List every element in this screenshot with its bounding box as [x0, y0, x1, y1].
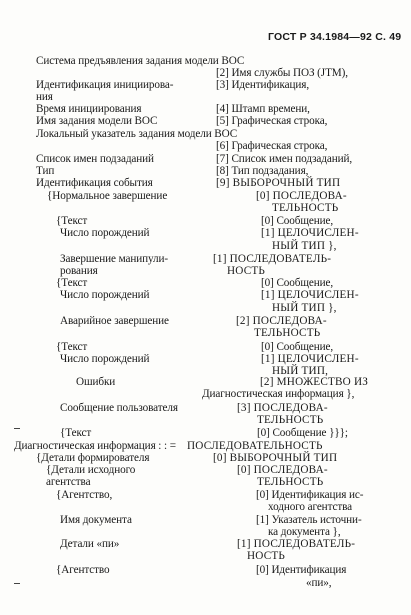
line-13-left: Число порождений [60, 227, 150, 239]
line-4-left: Имя задания модели ВОС [36, 115, 158, 127]
line-10-right: [0] ПОСЛЕДОВА- [256, 190, 347, 202]
line-7-right: [7] Список имен подзаданий, [216, 153, 353, 165]
line-34-left: {Агентство, [56, 489, 113, 501]
page-header: ГОСТ Р 34.1984—92 С. 49 [268, 31, 402, 43]
line-5-left: Локальный указатель задания модели ВОС [36, 128, 238, 140]
line-4-right: [5] Графическая строка, [216, 115, 328, 127]
line-41-right: «пи», [306, 577, 332, 589]
line-25-left: Ошибки [76, 376, 116, 388]
line-18-left: Число порождений [60, 289, 150, 301]
line-25-right: [2] МНОЖЕСТВО ИЗ [260, 376, 369, 388]
line-12-right: [0] Сообщение, [261, 215, 334, 227]
line-15-right: [1] ПОСЛЕДОВАТЕЛЬ- [213, 253, 332, 265]
line-15-left: Завершение манипули- [60, 253, 168, 265]
line-36-right: [1] Указатель источни- [256, 514, 362, 526]
line-40-right: [0] Идентификация [256, 564, 347, 576]
line-11-right: ТЕЛЬНОСТЬ [272, 202, 339, 214]
margin-mark-top [14, 428, 20, 429]
line-30-right: ПОСЛЕДОВАТЕЛЬНОСТЬ [187, 440, 323, 452]
line-13-right: [1] ЦЕЛОЧИСЛЕН- [261, 227, 359, 239]
line-32-left: {Детали исходного [46, 464, 136, 476]
line-38-right: [1] ПОСЛЕДОВАТЕЛЬ- [237, 538, 356, 550]
line-2-right: [3] Идентификация, [216, 79, 310, 91]
line-17-right: [0] Сообщение, [261, 277, 334, 289]
line-37-right: ка документа }, [268, 526, 341, 538]
line-3-left: Время инициирования [36, 103, 142, 115]
line-27-right: [3] ПОСЛЕДОВА- [237, 402, 328, 414]
line-30-left: Диагностическая информация : : = [14, 440, 176, 452]
line-23-right: [1] ЦЕЛОЧИСЛЕН- [261, 353, 359, 365]
line-33-right: ТЕЛЬНОСТЬ [257, 476, 324, 488]
line-3-right: [4] Штамп времени, [216, 103, 310, 115]
line-6-right: [6] Графическая строка, [216, 140, 328, 152]
line-31-left: {Детали формирователя [36, 452, 150, 464]
line-28-right: ТЕЛЬНОСТЬ [257, 414, 324, 426]
line-26-right: Диагностическая информация }, [202, 388, 355, 400]
line-8-left: Тип [36, 165, 55, 177]
line-16-right: НОСТЬ [227, 265, 266, 277]
line-17-left: {Текст [56, 277, 88, 289]
line-39-right: НОСТЬ [247, 550, 286, 562]
line-29-right: [0] Сообщение }}}; [257, 427, 348, 439]
line-36-left: Имя документа [60, 514, 132, 526]
line-31-right: [0] ВЫБОРОЧНЫЙ ТИП [213, 452, 338, 464]
line-12-left: {Текст [56, 215, 88, 227]
line-34-right: [0] Идентификация ис- [256, 489, 364, 501]
line-24-right: НЫЙ ТИП, [272, 365, 329, 377]
line-2-left: ния [36, 91, 53, 103]
line-21-right: ТЕЛЬНОСТЬ [254, 327, 321, 339]
line-10-left: {Нормальное завершение [47, 190, 168, 202]
line-9-right: [9] ВЫБОРОЧНЫЙ ТИП [216, 177, 341, 189]
line-32-right: [0] ПОСЛЕДОВА- [237, 464, 328, 476]
line-22-right: [0] Сообщение, [261, 341, 334, 353]
line-35-right: ходного агентства [268, 501, 353, 513]
line-8-right: [8] Тип подзадания, [216, 165, 309, 177]
line-1-left: Идентификация инициирова- [36, 79, 174, 91]
line-20-right: [2] ПОСЛЕДОВА- [236, 315, 327, 327]
line-33-left: агентства [46, 476, 91, 488]
line-20-left: Аварийное завершение [60, 315, 169, 327]
line-29-left: {Текст [60, 427, 92, 439]
line-22-left: {Текст [56, 341, 88, 353]
line-1-right: [2] Имя службы ПОЗ (JTM), [216, 67, 348, 79]
line-9-left: Идентификация события [36, 177, 153, 189]
line-14-right: НЫЙ ТИП }, [272, 240, 337, 252]
line-7-left: Список имен подзаданий [36, 153, 154, 165]
line-38-left: Детали «пи» [60, 538, 120, 550]
line-0-left: Система предъявления задания модели ВОС [36, 55, 245, 67]
line-19-right: НЫЙ ТИП }, [272, 302, 337, 314]
line-40-left: {Агентство [56, 564, 110, 576]
line-27-left: Сообщение пользователя [60, 402, 178, 414]
line-16-left: рования [60, 265, 98, 277]
margin-mark-bottom [14, 583, 20, 584]
line-23-left: Число порождений [60, 353, 150, 365]
line-18-right: [1] ЦЕЛОЧИСЛЕН- [261, 289, 359, 301]
